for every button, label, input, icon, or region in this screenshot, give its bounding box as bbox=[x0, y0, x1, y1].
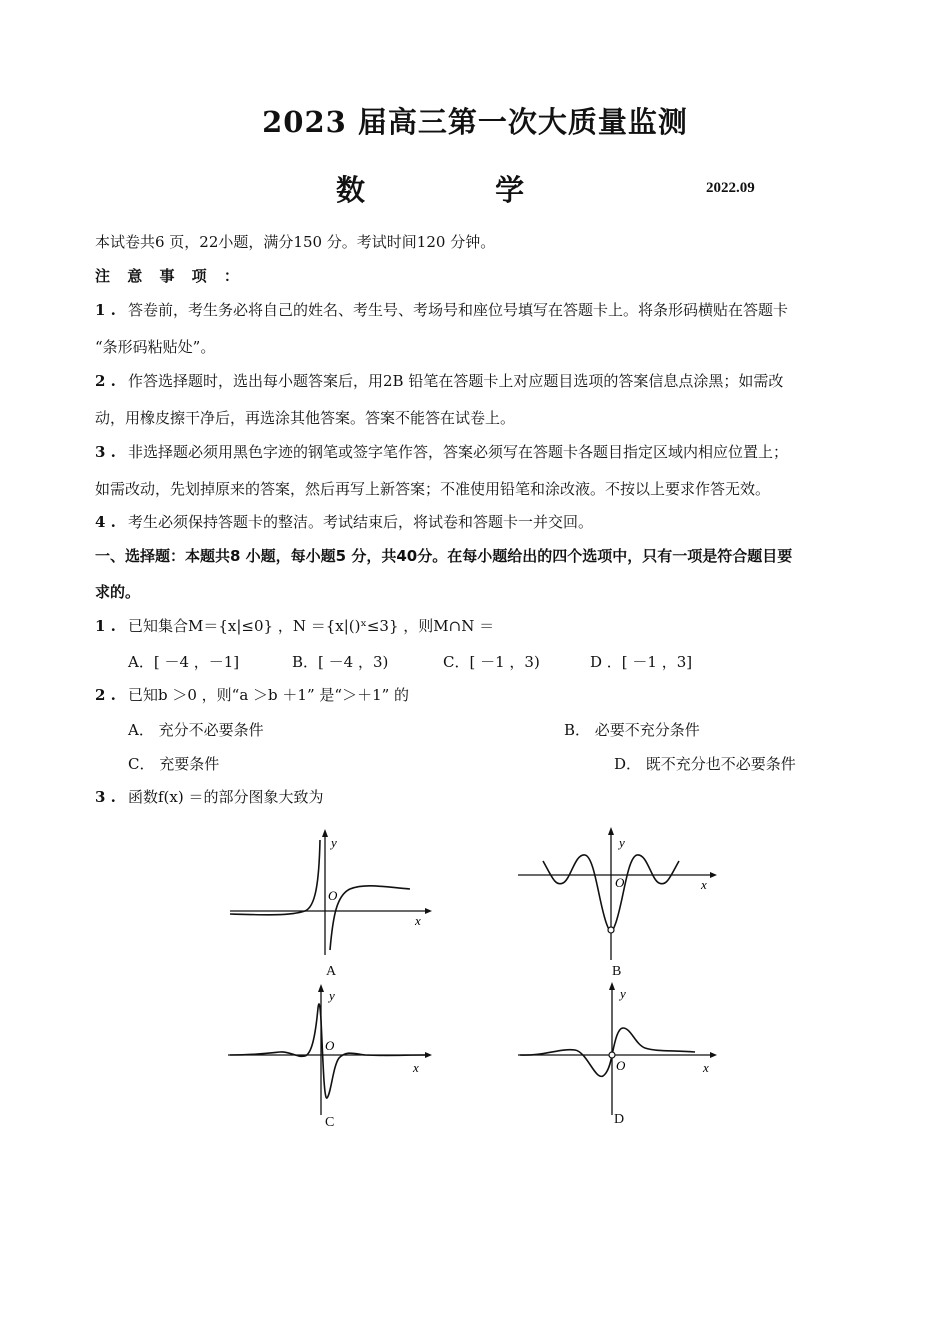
notice-num: 1 . bbox=[95, 301, 116, 319]
y-label: y bbox=[331, 835, 337, 850]
y-label: y bbox=[620, 986, 626, 1001]
graph-a bbox=[225, 825, 435, 965]
curve bbox=[520, 1028, 695, 1076]
option-d: D ．[ －1 ，3] bbox=[590, 653, 693, 671]
option-d: D． 既不充分也不必要条件 bbox=[614, 755, 796, 773]
exam-intro: 本试卷共6 页，22小题，满分150 分。考试时间120 分钟。 bbox=[95, 233, 496, 251]
x-label: x bbox=[415, 913, 421, 928]
graph-d-svg bbox=[515, 980, 725, 1120]
question-text: 已知b ＞0 ，则“a ＞b ＋1” 是“＞＋1” 的 bbox=[128, 686, 410, 704]
question-number: 2 . bbox=[95, 686, 116, 704]
exam-date: 2022.09 bbox=[706, 180, 755, 196]
graph-b bbox=[515, 825, 725, 965]
curve-left bbox=[230, 840, 320, 915]
graph-label: A bbox=[326, 964, 337, 979]
y-axis-arrow bbox=[318, 984, 324, 992]
x-axis-arrow bbox=[425, 1052, 432, 1058]
notice-text: 答卷前，考生务必将自己的姓名、考生号、考场号和座位号填写在答题卡上。将条形码横贴在答题卡 bbox=[128, 301, 789, 319]
notice-num: 2 . bbox=[95, 372, 116, 390]
section-heading: 一、选择题：本题共8 小题，每小题5 分，共40分。在每小题给出的四个选项中，只有一项是符合题目要 bbox=[95, 547, 793, 565]
option-c: C．[ －1 ，3) bbox=[443, 653, 540, 671]
origin-label: O bbox=[615, 875, 625, 890]
x-axis-arrow bbox=[710, 1052, 717, 1058]
hollow-point bbox=[608, 927, 614, 933]
notice-text: 作答选择题时，选出每小题答案后，用2B 铅笔在答题卡上对应题目选项的答案信息点涂黑；如需改 bbox=[128, 372, 784, 390]
x-axis-arrow bbox=[710, 872, 717, 878]
graph-a-svg bbox=[225, 825, 435, 965]
option-a: A． 充分不必要条件 bbox=[128, 721, 264, 739]
question-text: 函数f(x) ＝的部分图象大致为 bbox=[128, 788, 324, 806]
y-label: y bbox=[329, 988, 335, 1003]
option-c: C． 充要条件 bbox=[128, 755, 220, 773]
page-title: 2023 届高三第一次大质量监测 bbox=[262, 105, 688, 139]
notice-num: 4 . bbox=[95, 513, 116, 531]
y-label: y bbox=[619, 835, 625, 850]
graph-d bbox=[515, 980, 725, 1120]
x-axis-arrow bbox=[425, 908, 432, 914]
notice-text: 动，用橡皮擦干净后，再选涂其他答案。答案不能答在试卷上。 bbox=[95, 409, 516, 427]
option-b: B． 必要不充分条件 bbox=[564, 721, 700, 739]
curve-right bbox=[330, 886, 410, 950]
y-axis-arrow bbox=[609, 982, 615, 990]
y-axis-arrow bbox=[608, 827, 614, 835]
question-text: 已知集合M＝{x|≤0} ，N ＝{x|()ˣ≤3} ，则M∩N ＝ bbox=[128, 617, 495, 635]
subject-title: 数 学 bbox=[336, 173, 585, 207]
notice-num: 3 . bbox=[95, 443, 116, 461]
graph-label: C bbox=[325, 1115, 335, 1130]
x-label: x bbox=[701, 877, 707, 892]
notice-text: 如需改动，先划掉原来的答案，然后再写上新答案；不准使用铅笔和涂改液。不按以上要求作答无效。 bbox=[95, 480, 771, 498]
option-a: A．[ －4 ，－1] bbox=[128, 653, 240, 671]
graph-label: B bbox=[612, 964, 622, 979]
hollow-point bbox=[609, 1052, 615, 1058]
notice-text: “条形码粘贴处”。 bbox=[95, 338, 216, 356]
x-label: x bbox=[413, 1060, 419, 1075]
y-axis-arrow bbox=[322, 829, 328, 837]
origin-label: O bbox=[616, 1058, 626, 1073]
origin-label: O bbox=[325, 1038, 335, 1053]
x-label: x bbox=[703, 1060, 709, 1075]
question-number: 3 . bbox=[95, 788, 116, 806]
graph-c bbox=[225, 980, 435, 1120]
origin-label: O bbox=[328, 888, 338, 903]
graph-label: D bbox=[614, 1112, 625, 1127]
graph-c-svg bbox=[225, 980, 435, 1120]
graph-b-svg bbox=[515, 825, 725, 965]
notice-text: 非选择题必须用黑色字迹的钢笔或签字笔作答，答案必须写在答题卡各题目指定区域内相应位置上； bbox=[128, 443, 789, 461]
question-number: 1 . bbox=[95, 617, 116, 635]
option-b: B．[ －4 ，3) bbox=[292, 653, 389, 671]
notice-text: 考生必须保持答题卡的整洁。考试结束后，将试卷和答题卡一并交回。 bbox=[128, 513, 594, 531]
section-heading-cont: 求的。 bbox=[95, 583, 141, 601]
notice-heading: 注 意 事 项 ： bbox=[95, 267, 245, 285]
